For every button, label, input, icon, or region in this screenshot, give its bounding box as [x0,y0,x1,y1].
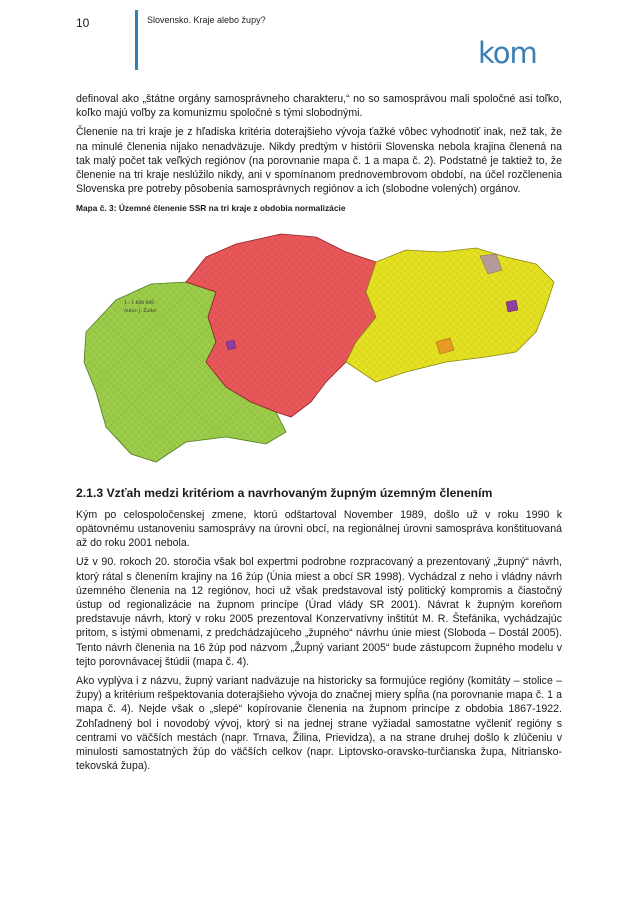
map-author: Autor: J. Žudel [124,308,157,314]
slovakia-regions-map [76,222,562,472]
paragraph: Ako vyplýva i z názvu, župný variant nadväzuje na historicky sa formujúce regióny (komitáty – stolice – župy) a kritérium rešpektovania doterajšieho vývoja do značnej miery spĺňa (na porovnanie mapa č. 1 a mapa č. 4). Nejde však o „slepé“ kopírovanie členenia na župnom princípe z obdobia 1867-1922. Zohľadnený bol i novodobý vývoj, ktorý si na jednej strane vyžiadal samostatne vyčleniť regióny s centrami vo väčších mestách (napr. Trnava, Žilina, Prievidza), a na strane druhej došlo k zlúčeniu v minulosti samostatných žúp do väčších celkov (napr. Liptovsko-oravsko-turčianska župa, Nitriansko-tekovská župa). [76,675,562,773]
map-scale: 1 : 1 600 000 [124,300,155,306]
page-number: 10 [76,16,90,30]
figure-caption: Mapa č. 3: Územné členenie SSR na tri kraje z obdobia normalizácie [76,203,346,214]
map-figure [76,222,562,472]
paragraph: Kým po celospoločenskej zmene, ktorú odštartoval November 1989, došlo už v roku 1990 k opätovnému ustanoveniu samosprávy na úrovni obcí, na regionálnej úrovni samospráva konštituovaná až do roku 2001 nebola. [76,508,562,550]
district-highlight [226,340,236,350]
section-heading: 2.1.3 Vzťah medzi kritériom a navrhovaným župným územným členením [76,485,493,500]
kom-logo: kom [478,36,537,70]
paragraph: Členenie na tri kraje je z hľadiska kritéria doterajšieho vývoja ťažké vôbec vyhodnotiť inak, než tak, že na minulé členenia nijako nenadväzuje. Nikdy predtým v histórii Slovenska nebola krajina členená na tak malý počet tak veľkých regiónov (na porovnanie mapa č. 1 a mapa č. 2). Podstatné je taktiež to, že členenie na tri kraje neslúžilo nikdy, ani v spomínanom prednovembrovom období, na účel rozčlenenia Slovenska pre potreby pôsobenia samosprávnych regiónov a ich (slobodne volených) orgánov. [76,126,562,196]
running-header-title: Slovensko. Kraje alebo župy? [147,15,266,25]
paragraph: Už v 90. rokoch 20. storočia však bol expertmi podrobne rozpracovaný a prezentovaný „župný“ návrh, ktorý rátal s členením krajiny na 16 žúp (Únia miest a obcí SR 1998). Vychádzal z neho i vládny návrh územného členenia na 12 regiónov, hoci už však predstavoval istý politický kompromis a čiastočný ústup od regionalizácie na župnom princípe (Úrad vlády SR 2001). Návrat k župným koreňom predstavuje návrh, ktorý v roku 2005 prezentoval Konzervatívny inštitút M. R. Štefánika, vychádzajúc pritom, s istými obmenami, z predchádzajúceho „župného“ návrhu únie miest (Sloboda – Dostál 2005). Tento návrh členenia na 16 žúp pod názvom „Župný variant 2005“ bude zástupcom župného modelu v tejto porovnávacej štúdii (mapa č. 4). [76,556,562,668]
page-content [76,92,562,778]
header-divider [135,10,138,70]
district-highlight [506,300,518,312]
paragraph: definoval ako „štátne orgány samosprávneho charakteru,“ no so samosprávou mali spoločné asi toľko, koľko majú voľby za komunizmu spoločné s tými slobodnými. [76,93,562,120]
